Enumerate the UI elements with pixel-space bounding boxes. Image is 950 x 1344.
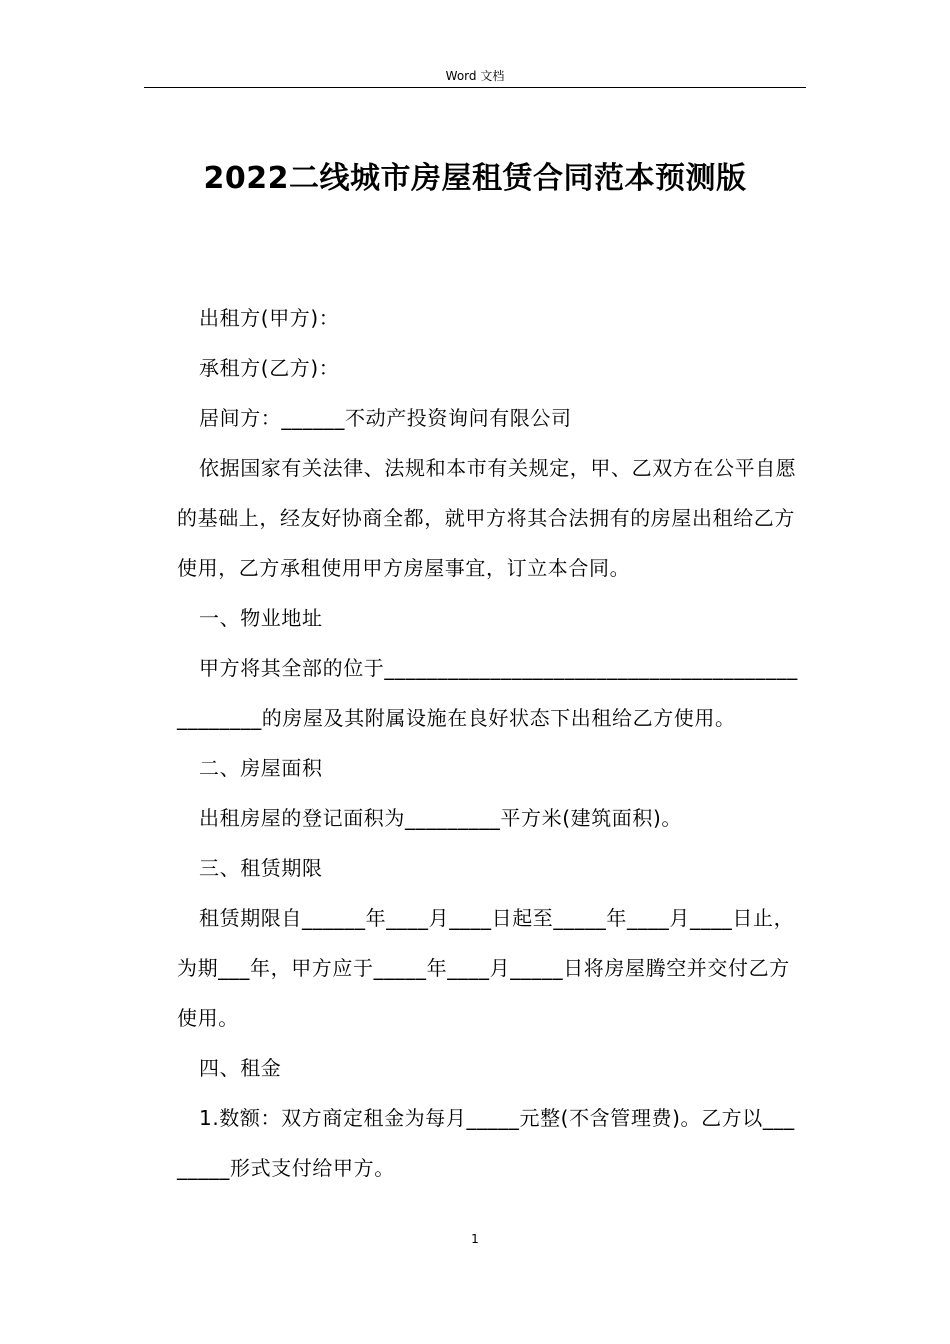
section-heading-address: 一、物业地址 [199,606,323,630]
header-divider [144,87,806,88]
section-heading-term: 三、租赁期限 [199,856,323,880]
document-title: 2022二线城市房屋租赁合同范本预测版 [203,161,747,196]
section-heading-rent: 四、租金 [199,1056,282,1080]
area-paragraph: 出租房屋的登记面积为_________平方米(建筑面积)。 [199,806,683,830]
page-header-label: Word 文档 [445,69,505,83]
party-intermediary-line: 居间方：______不动产投资询问有限公司 [199,406,572,430]
party-lessee-line: 承租方(乙方)： [199,356,340,380]
document-body [177,293,802,1193]
address-paragraph: 甲方将其全部的位于_______________________________________________的房屋及其附属设施在良好状态下出租给乙方使用。 [177,656,798,730]
rent-amount-paragraph: 1.数额：双方商定租金为每月_____元整(不含管理费)。乙方以________形式支付给甲方。 [177,1106,795,1180]
preamble-paragraph: 依据国家有关法律、法规和本市有关规定，甲、乙双方在公平自愿的基础上，经友好协商全都，就甲方将其合法拥有的房屋出租给乙方使用，乙方承租使用甲方房屋事宜，订立本合同。 [177,456,797,580]
section-heading-area: 二、房屋面积 [199,756,323,780]
term-paragraph: 租赁期限自______年____月____日起至_____年____月____日止，为期___年，甲方应于_____年____月_____日将房屋腾空并交付乙方使用。 [177,906,795,1030]
party-lessor-line: 出租方(甲方)： [199,306,340,330]
page-number: 1 [471,1232,479,1246]
